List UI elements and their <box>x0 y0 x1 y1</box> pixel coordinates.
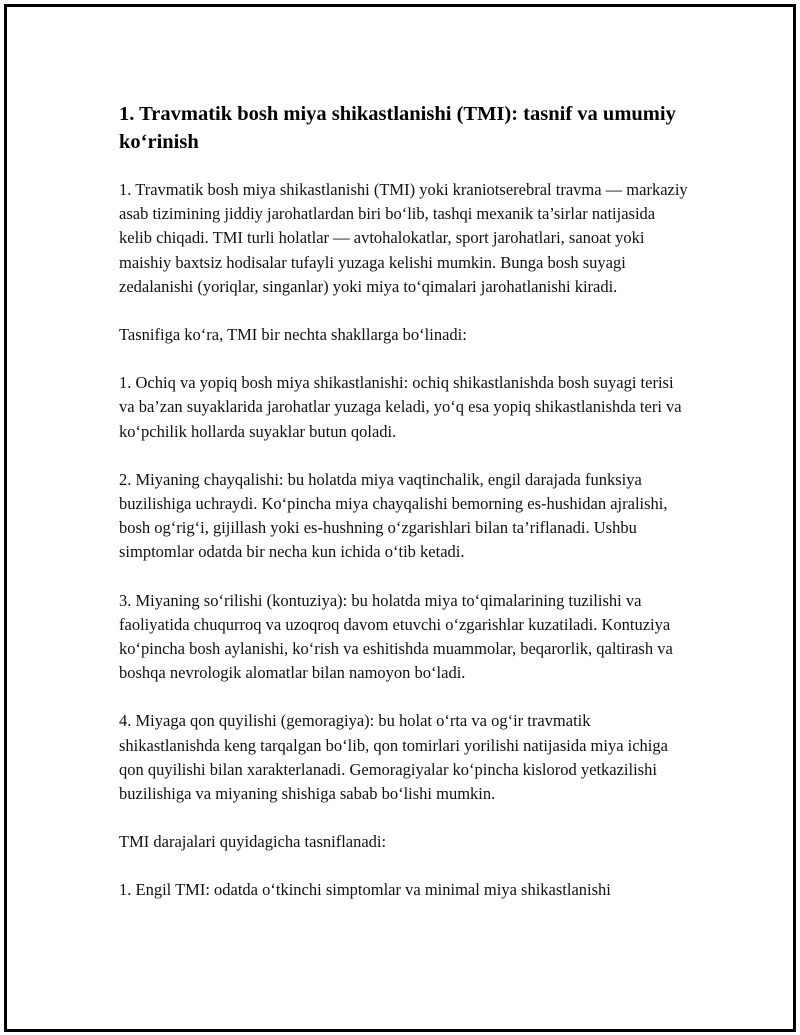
paragraph-hemorrhage: 4. Miyaga qon quyilishi (gemoragiya): bu holat o‘rta va og‘ir travmatik shikastlanishda keng tarqalgan bo‘lib, qon tomirlari yorilishi natijasida miya ichiga qon quyilishi bilan xarakterlanadi. Gemoragiyalar ko‘pincha kislorod yetkazilishi buzilishiga va miyaning shishiga sabab bo‘lishi mumkin. <box>119 711 668 804</box>
paragraph-mild-tbi: 1. Engil TMI: odatda o‘tkinchi simptomlar va minimal miya shikastlanishi <box>119 880 611 900</box>
paragraph-open-closed: 1. Ochiq va yopiq bosh miya shikastlanishi: ochiq shikastlanishda bosh suyagi terisi va ba’zan suyaklarida jarohatlar yuzaga keladi, yo‘q esa yopiq shikastlanishda teri va ko‘pchilik hollarda suyaklar butun qoladi. <box>119 373 682 441</box>
document-title: 1. Travmatik bosh miya shikastlanishi (TMI): tasnif va umumiy ko‘rinish <box>119 103 676 153</box>
paragraph-contusion: 3. Miyaning so‘rilishi (kontuziya): bu holatda miya to‘qimalarining tuzilishi va faoliyatida chuqurroq va uzoqroq davom etuvchi o‘zgarishlar kuzatiladi. Kontuziya ko‘pincha bosh aylanishi, ko‘rish va eshitishda muammolar, beqarorlik, qaltirash va boshqa nevrologik alomatlar bilan namoyon bo‘ladi. <box>119 590 673 683</box>
document-content <box>119 100 689 927</box>
document-page <box>4 4 796 1032</box>
paragraph-concussion: 2. Miyaning chayqalishi: bu holatda miya vaqtinchalik, engil darajada funksiya buzilishiga uchraydi. Ko‘pincha miya chayqalishi bemorning es-hushidan ajralishi, bosh og‘rig‘i, gijillash yoki es-hushning o‘zgarishlari bilan ta’riflanadi. Ushbu simptomlar odatda bir necha kun ichida o‘tib ketadi. <box>119 469 668 562</box>
paragraph-severity-intro: TMI darajalari quyidagicha tasniflanadi: <box>119 832 387 852</box>
paragraph-intro: 1. Travmatik bosh miya shikastlanishi (TMI) yoki kraniotserebral travma — markaziy asab tizimining jiddiy jarohatlardan biri bo‘lib, tashqi mexanik ta’sirlar natijasida kelib chiqadi. TMI turli holatlar — avtohalokatlar, sport jarohatlari, sanoat yoki maishiy baxtsiz hodisalar tufayli yuzaga kelishi mumkin. Bunga bosh suyagi zedalanishi (yoriqlar, singanlar) yoki miya to‘qimalari jarohatlanishi kiradi. <box>119 180 688 296</box>
paragraph-classification-intro: Tasnifiga ko‘ra, TMI bir nechta shakllarga bo‘linadi: <box>119 325 467 345</box>
